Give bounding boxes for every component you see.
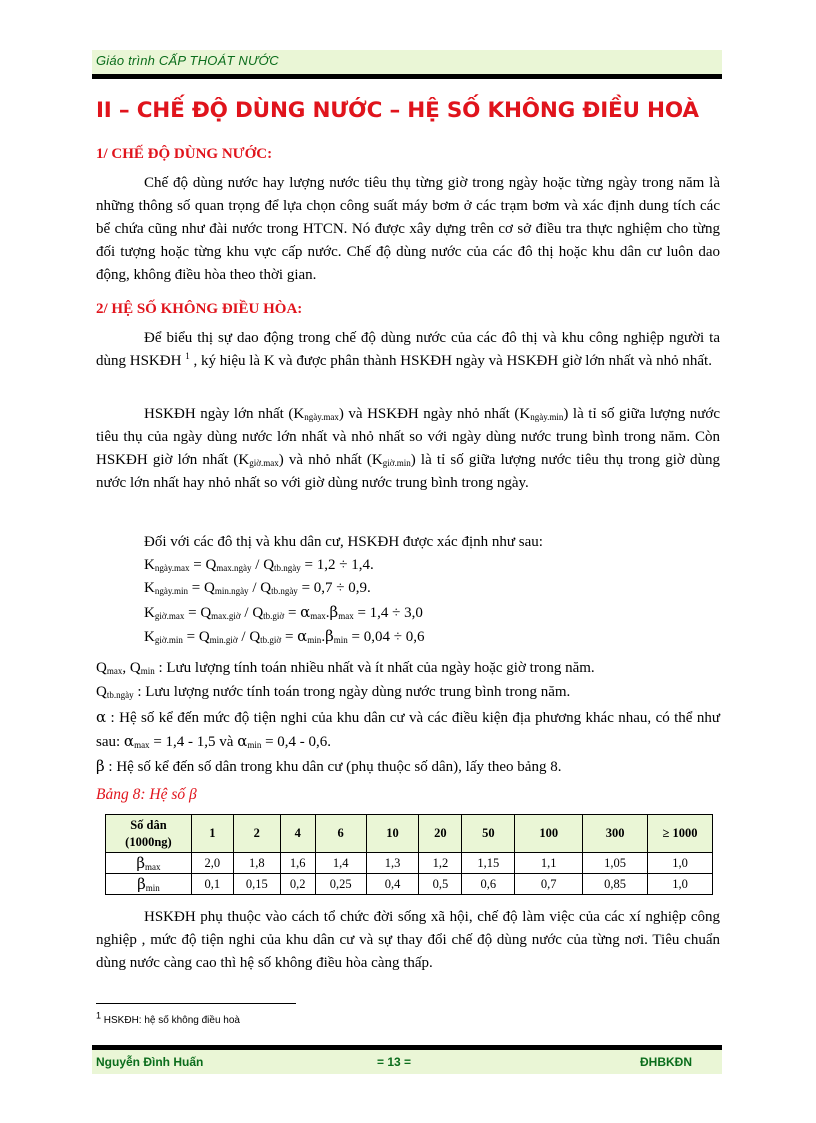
footer-page-number: = 13 =	[377, 1055, 412, 1069]
table-cell: 0,6	[462, 874, 515, 895]
table-cell: 1,0	[648, 874, 713, 895]
section-title: II – CHẾ ĐỘ DÙNG NƯỚC – HỆ SỐ KHÔNG ĐIỀU HOÀ	[96, 98, 699, 123]
table-cell: 1,15	[462, 853, 515, 874]
header-population: Số dân (1000ng)	[106, 815, 192, 853]
table-cell: 1,6	[280, 853, 315, 874]
row-label-beta-min: $\beta_{min}$	[106, 874, 192, 895]
section2-paragraph-1: Để biểu thị sự dao động trong chế độ dùng nước của các đô thị và khu công nghiệp người ta dùng HSKĐH $^1$ , ký hiệu là K và được phân thành HSKĐH ngày và HSKĐH giờ lớn nhất và nhỏ nhất.	[96, 330, 720, 369]
header-cell: 2	[233, 815, 280, 853]
footnote: $^1$ HSKĐH: hệ số không điều hoà	[96, 1010, 240, 1026]
header-cell: 1	[191, 815, 233, 853]
footer-organization: ĐHBKĐN	[640, 1055, 692, 1069]
table-cell: 2,0	[191, 853, 233, 874]
table-cell: 1,8	[233, 853, 280, 874]
table-row-beta-max	[106, 853, 713, 874]
table-cell: 0,25	[315, 874, 366, 895]
table-cell: 1,1	[515, 853, 583, 874]
table-cell: 1,0	[648, 853, 713, 874]
row-label-beta-max: $\beta_{max}$	[106, 853, 192, 874]
definition-qtb: $Q_{tb.ngày}$ : Lưu lượng nước tính toán trong ngày dùng nước trung bình trong năm.	[96, 684, 571, 700]
table-cell: 0,2	[280, 874, 315, 895]
table-caption: Bảng 8: Hệ số β	[96, 786, 197, 803]
section2-paragraph-2: HSKĐH ngày lớn nhất $(K_{ngày.max})$ và HSKĐH ngày nhỏ nhất $(K_{ngày.min})$ là tỉ số giữa lượng nước tiêu thụ của ngày dùng nước lớn nhất và nhỏ nhất so với ngày dùng nước trung bình trong năm. Còn HSKĐH giờ lớn nhất $(K_{giờ.max})$ và nhỏ nhất $(K_{giờ.min})$ là tỉ số giữa lượng nước tiêu thụ trong giờ dùng nước lớn nhất hay nhỏ nhất so với giờ dùng nước trung bình trong ngày.	[96, 406, 720, 491]
page-header	[92, 50, 722, 74]
header-cell: 100	[515, 815, 583, 853]
formula-intro: Đối với các đô thị và khu dân cư, HSKĐH được xác định như sau:	[144, 534, 543, 550]
definition-qmax-qmin: $Q_{max}$, $Q_{min}$ : Lưu lượng tính toán nhiều nhất và ít nhất của ngày hoặc giờ trong năm.	[96, 660, 595, 676]
table-cell: 1,4	[315, 853, 366, 874]
header-rule	[92, 74, 722, 79]
table-row-beta-min	[106, 874, 713, 895]
table-cell: 1,2	[419, 853, 462, 874]
header-text: Giáo trình CẤP THOÁT NƯỚC	[96, 53, 279, 68]
beta-table	[105, 814, 713, 895]
table-cell: 1,05	[583, 853, 648, 874]
table-cell: 0,15	[233, 874, 280, 895]
section1-paragraph: Chế độ dùng nước hay lượng nước tiêu thụ từng giờ trong ngày hoặc từng ngày trong năm là những thông số quan trọng để lựa chọn công suất máy bơm ở các trạm bơm và xác định dung tích các bể chứa cũng như đài nước trong HTCN. Nó được xây dựng trên cơ sở điều tra thực nghiệm cho từng đối tượng hoặc từng khu vực cấp nước. Chế độ dùng nước của các đô thị hoặc khu dân cư luôn dao động, không điều hòa theo thời gian.	[96, 175, 720, 283]
table-cell: 0,4	[366, 874, 419, 895]
header-cell: 50	[462, 815, 515, 853]
definition-alpha: α : Hệ số kể đến mức độ tiện nghi của khu dân cư và các điều kiện địa phương khác nhau, có thể như sau: $\alpha_{max} = 1,4 - 1,5$ và $\alpha_{min} = 0,4 - 0,6$.	[96, 708, 720, 750]
closing-paragraph: HSKĐH phụ thuộc vào cách tổ chức đời sống xã hội, chế độ làm việc của các xí nghiệp công nghiệp , mức độ tiện nghi của khu dân cư và sự thay đổi chế độ dùng nước của từng nơi. Tiêu chuẩn dùng nước càng cao thì hệ số không điều hòa càng thấp.	[96, 909, 720, 971]
section2-heading: 2/ HỆ SỐ KHÔNG ĐIỀU HÒA:	[96, 301, 303, 317]
footer-author: Nguyễn Đình Huấn	[96, 1055, 204, 1069]
definition-beta: β : Hệ số kể đến số dân trong khu dân cư (phụ thuộc số dân), lấy theo bảng 8.	[96, 757, 562, 775]
page-footer	[92, 1050, 722, 1074]
formula-k-hour-min: $K_{giờ.min} = Q_{min.giờ} / Q_{tb.giờ} = \alpha_{min}.\beta_{min} = 0,04 \div 0,6$	[144, 627, 425, 645]
table-header-row	[106, 815, 713, 853]
section1-heading: 1/ CHẾ ĐỘ DÙNG NƯỚC:	[96, 146, 273, 162]
footnote-rule	[96, 1003, 296, 1004]
table-cell: 0,1	[191, 874, 233, 895]
table-cell: 0,7	[515, 874, 583, 895]
formula-k-day-min: $K_{ngày.min} = Q_{min.ngày} / Q_{tb.ngày} = 0,7 \div 0,9$.	[144, 580, 371, 596]
header-cell: 4	[280, 815, 315, 853]
formula-k-hour-max: $K_{giờ.max} = Q_{max.giờ} / Q_{tb.giờ} = \alpha_{max}.\beta_{max} = 1,4 \div 3,0$	[144, 603, 423, 621]
header-cell: 6	[315, 815, 366, 853]
header-cell: 300	[583, 815, 648, 853]
header-cell: ≥ 1000	[648, 815, 713, 853]
header-cell: 20	[419, 815, 462, 853]
table-cell: 0,5	[419, 874, 462, 895]
table-cell: 1,3	[366, 853, 419, 874]
formula-k-day-max: $K_{ngày.max} = Q_{max.ngày} / Q_{tb.ngày} = 1,2 \div 1,4$.	[144, 557, 374, 573]
table-cell: 0,85	[583, 874, 648, 895]
header-cell: 10	[366, 815, 419, 853]
